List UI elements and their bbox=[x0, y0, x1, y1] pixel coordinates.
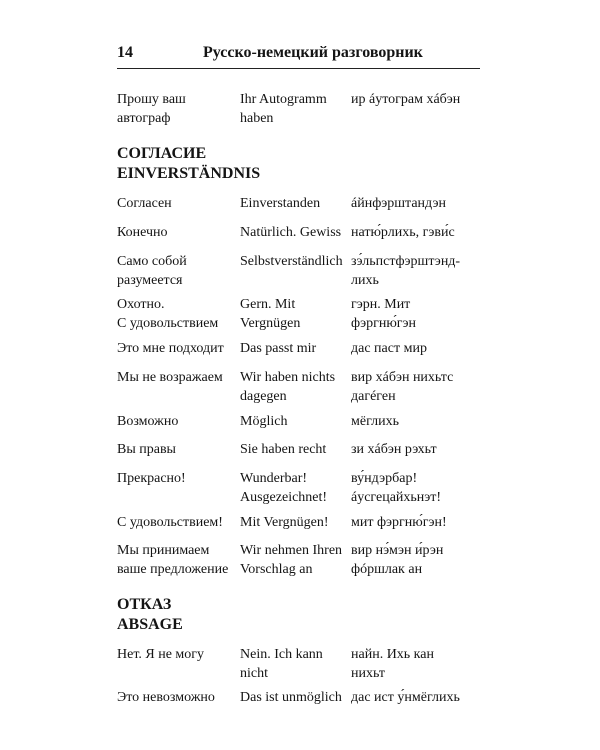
transcription: дас паст мир bbox=[351, 341, 427, 356]
section-heading-refusal bbox=[117, 595, 183, 635]
german-phrase: Nein. Ich kann nicht bbox=[240, 647, 323, 681]
section-heading-ru: ОТКАЗ bbox=[117, 596, 172, 613]
transcription: найн. Ихь кан нихьт bbox=[351, 647, 434, 681]
russian-phrase: Это невозможно bbox=[117, 690, 215, 705]
running-title: Русско-немецкий разговорник bbox=[203, 44, 423, 61]
russian-phrase: Конечно bbox=[117, 225, 168, 240]
german-phrase: Wir nehmen Ihren Vorschlag an bbox=[240, 543, 343, 577]
russian-phrase: Возможно bbox=[117, 414, 179, 429]
russian-phrase: Охотно. С удовольствием bbox=[117, 297, 219, 331]
russian-phrase: Мы принимаем ваше предложение bbox=[117, 543, 229, 577]
german-phrase: Gern. Mit Vergnügen bbox=[240, 297, 301, 331]
transcription: дас ист у́нмёглихь bbox=[351, 690, 460, 705]
german-phrase: Möglich bbox=[240, 414, 288, 429]
russian-phrase: Согласен bbox=[117, 196, 172, 211]
transcription: áйнфэрштандэн bbox=[351, 196, 447, 211]
german-phrase: Mit Vergnügen! bbox=[240, 515, 329, 530]
german-phrase: Ihr Autogramm haben bbox=[240, 92, 327, 126]
russian-phrase: Прошу ваш автограф bbox=[117, 92, 186, 126]
german-phrase: Sie haben recht bbox=[240, 442, 327, 457]
russian-phrase: Прекрасно! bbox=[117, 471, 186, 486]
transcription: зи хáбэн рэхьт bbox=[351, 442, 437, 457]
running-header bbox=[117, 44, 480, 69]
german-phrase: Selbstverständlich bbox=[240, 254, 343, 269]
transcription: ву́ндэрбар! áусгецайхьнэт! bbox=[351, 471, 442, 505]
section-heading-de: EINVERSTÄNDNIS bbox=[117, 165, 261, 182]
german-phrase: Wunderbar! Ausgezeichnet! bbox=[240, 471, 328, 505]
transcription: вир нэ́мэн и́рэн фóршлак ан bbox=[351, 543, 444, 577]
german-phrase: Das ist unmöglich bbox=[240, 690, 342, 705]
russian-phrase: Вы правы bbox=[117, 442, 176, 457]
russian-phrase: Нет. Я не могу bbox=[117, 647, 205, 662]
german-phrase: Natürlich. Gewiss bbox=[240, 225, 342, 240]
transcription: вир хáбэн нихьтс дагéген bbox=[351, 370, 454, 404]
section-heading-ru: СОГЛАСИЕ bbox=[117, 145, 207, 162]
russian-phrase: С удовольствием! bbox=[117, 515, 223, 530]
transcription: натю́рлихь, гэви́с bbox=[351, 225, 455, 240]
transcription: гэрн. Мит фэргню́гэн bbox=[351, 297, 417, 331]
transcription: мёглихь bbox=[351, 414, 399, 429]
german-phrase: Das passt mir bbox=[240, 341, 317, 356]
page-number: 14 bbox=[117, 44, 133, 61]
transcription: ир áутограм хáбэн bbox=[351, 92, 461, 107]
german-phrase: Einverstanden bbox=[240, 196, 321, 211]
russian-phrase: Само собой разумеется bbox=[117, 254, 187, 288]
transcription: мит фэргню́гэн! bbox=[351, 515, 447, 530]
section-heading-de: ABSAGE bbox=[117, 616, 183, 633]
section-heading-agreement bbox=[117, 144, 260, 184]
russian-phrase: Мы не возражаем bbox=[117, 370, 223, 385]
transcription: зэ́льпстфэрштэнд- лихь bbox=[351, 254, 461, 288]
russian-phrase: Это мне подходит bbox=[117, 341, 224, 356]
german-phrase: Wir haben nichts dagegen bbox=[240, 370, 336, 404]
